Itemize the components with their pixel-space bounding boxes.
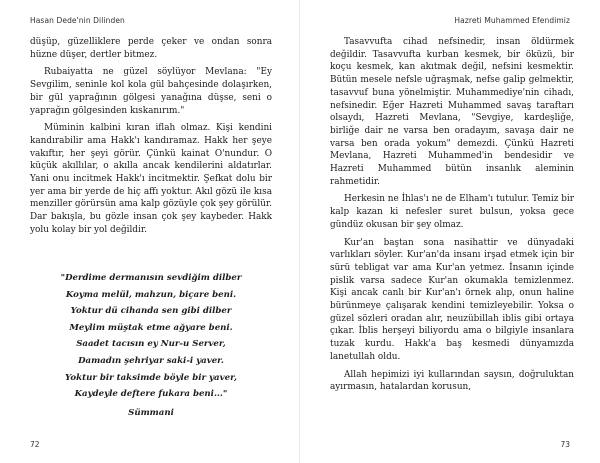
paragraph: Müminin kalbini kıran iflah olmaz. Kişi kendini kandırabilir ama Hakk'ı kandıramaz. Hakk her şeye vakıftır, her şeyi görür. Çünkü kainat O'nundur. O küçük akıllılar, o akılla ancak kendilerini aldatırlar. Yani onu incitmek Hakk'ı incitmektir. Şefkat dolu bir yer ama bir yerde de hiç affı yoktur. Akıl gözü ile kısa menziller görürsün ama kalp gözüyle çok şey görülür. Dar bakışla, bu gözle insan çok şey kaybeder. Hakk yolu kolay bir yol değildir. (30, 123, 272, 235)
verse-block (30, 270, 272, 421)
paragraph: Herkesin ne İhlas'ı ne de Elham'ı tutulur. Temiz bir kalp kazan ki nefesler suret bulsun, yoksa gece gündüz okusan bir şey olmaz. (330, 194, 574, 230)
verse-line: Damadın şehriyar saki-i yaver. (78, 355, 224, 366)
paragraph: düşüp, güzelliklere perde çeker ve ondan sonra hüzne düşer, dertler bitmez. (30, 37, 272, 60)
right-page (300, 0, 600, 463)
verse-line: Saadet tacısın ey Nur-u Server, (76, 339, 226, 350)
verse-line: Yoktur dü cihanda sen gibi dilber (70, 306, 232, 317)
running-head-right: Hazreti Muhammed Efendimiz (454, 16, 570, 25)
page-number-right: 73 (560, 440, 570, 449)
left-page-body (30, 36, 272, 242)
verse-line: Meylim müştak etme ağyare beni. (69, 322, 233, 333)
paragraph: Kur'an baştan sona nasihattir ve dünyadaki varlıkları söyler. Kur'an'da insanı irşad etmek için bir sürü tebligat var ama Kur'an yetmez. İnsanın içinde pislik varsa sadece Kur'an okumakla temizlenmez. Kişi ancak canlı bir Kur'an'ı örnek alıp, onun haline bürünmeye çalışarak kendini temizleyebilir. Yoksa o güzel sözleri oradan alır, neuzübillah iblis gibi ortaya çıkar. İblis herşeyi biliyordu ama o bilgiyle insanlara tuzak kurdu. Hakk'a baş kesmedi dünyamızda lanetullah oldu. (330, 237, 574, 362)
page-number-left: 72 (30, 440, 40, 449)
verse-author: Sümmani (128, 407, 174, 418)
verse-line: Yoktur bir taksimde böyle bir yaver, (65, 372, 237, 383)
paragraph: Tasavvufta cihad nefsinedir, insan öldürmek değildir. Tasavvufta kurban kesmek, bir öküzü, bir koçu kesmek, kan akıtmak değil, nefsini kesmektir. Bütün mesele nefsle uğraşmak, nefse galip gelmektir, tasavvuf buna yönelmiştir. Muhammediye'nin cihadı, nefsinedir. Eğer Hazreti Muhammed savaş taraftarı olsaydı, Hazreti Mevlana, "Sevgiye, kardeşliğe, birliğe dair ne varsa ben oradayım, savaşa dair ne varsa ben orada yokum" demezdi. Çünkü Hazreti Mevlana, Hazreti Muhammed'in bendesidir ve Hazreti Muhammed bütün insanlık aleminin rahmetidir. (330, 37, 574, 187)
verse-line: "Derdime dermanısın sevdiğim dilber (60, 273, 242, 283)
running-head-left: Hasan Dede'nin Dilinden (30, 16, 125, 25)
paragraph: Allah hepimizi iyi kullarından saysın, doğruluktan ayırmasın, hatalardan korusun, (330, 369, 574, 393)
verse-line: Koyma melül, mahzun, biçare beni. (65, 289, 237, 300)
paragraph: Rubaiyatta ne güzel söylüyor Mevlana: "Ey Sevgilim, seninle kol kola gül bahçesinde dolaşırken, bir gül yaprağının gölgesi yanağına düşse, seni o yaprağın gölgesinden kıskanırım." (30, 67, 272, 116)
right-page-body (330, 36, 574, 399)
verse-line: Kaydeyle deftere fukara beni..." (74, 389, 228, 400)
